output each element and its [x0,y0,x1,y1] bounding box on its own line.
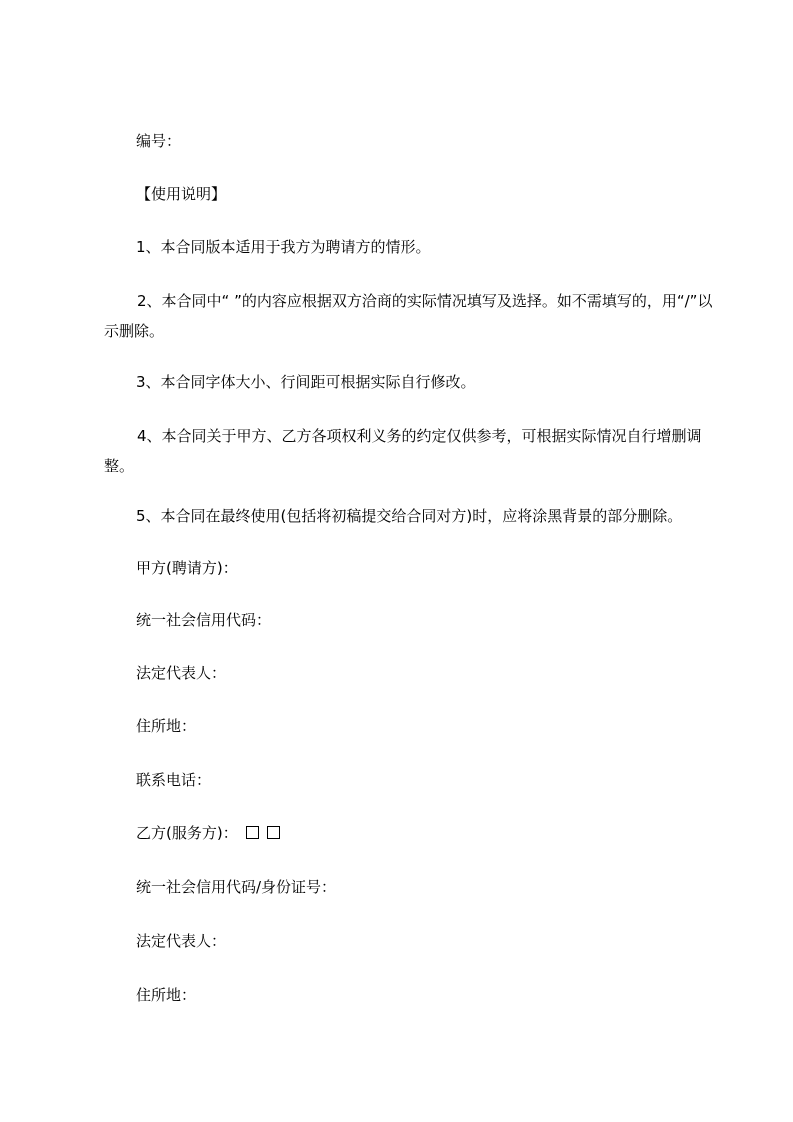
party-b-title: 乙方(服务方)： [136,824,238,842]
party-a-credit-code-label: 统一社会信用代码： [136,611,272,629]
party-b-title-row [136,820,280,846]
instruction-item-4: 4、本合同关于甲方、乙方各项权利义务的约定仅供参考，可根据实际情况自行增删调整。 [104,427,702,475]
party-b-address-label: 住所地： [136,986,197,1004]
party-a-phone-label: 联系电话： [136,771,212,789]
party-b-credit-code-label: 统一社会信用代码/身份证号： [136,878,337,896]
party-a-title: 甲方(聘请方)： [136,559,238,577]
party-a-legal-rep-label: 法定代表人： [136,664,227,682]
instruction-item-1: 1、本合同版本适用于我方为聘请方的情形。 [136,238,431,256]
checkbox-icon[interactable] [267,826,280,839]
party-b-legal-rep-label: 法定代表人： [136,932,227,950]
checkbox-icon[interactable] [246,826,259,839]
instruction-item-2: 2、本合同中“ ”的内容应根据双方洽商的实际情况填写及选择。如不需填写的，用“/”以示删除。 [104,292,713,340]
instructions-heading: 【使用说明】 [136,185,227,203]
instruction-item-3: 3、本合同字体大小、行间距可根据实际自行修改。 [136,373,476,391]
contract-number-label: 编号： [136,132,182,150]
party-a-address-label: 住所地： [136,717,197,735]
instruction-item-5: 5、本合同在最终使用(包括将初稿提交给合同对方)时，应将涂黑背景的部分删除。 [136,507,683,525]
